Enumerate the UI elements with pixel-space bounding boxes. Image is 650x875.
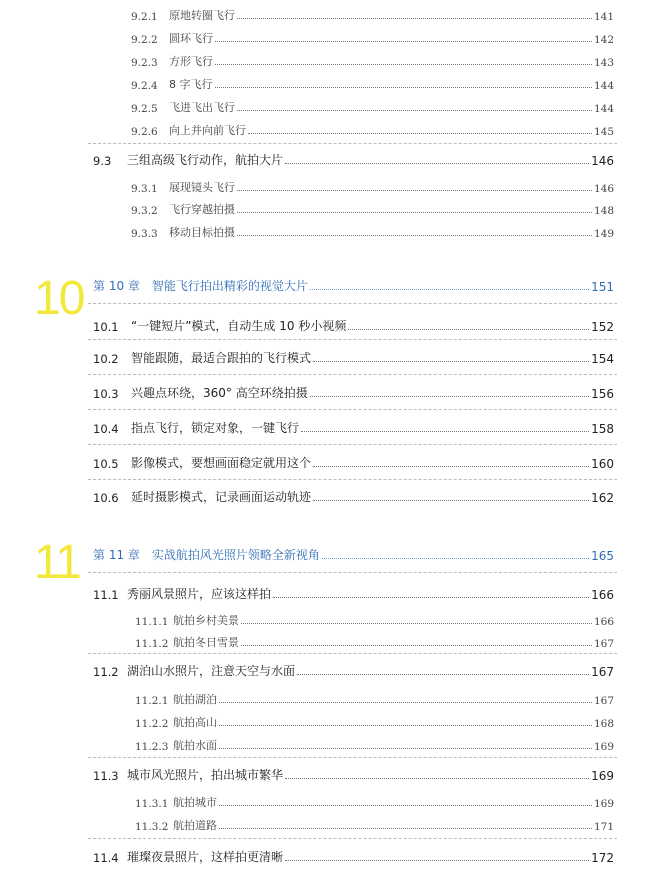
toc-entry-9-3-2 (0, 197, 650, 217)
toc-entry-11-2-1 (0, 687, 650, 707)
entry-title: 航拍冬日雪景 (173, 636, 239, 649)
entry-number: 10.6 (93, 491, 119, 505)
entry-page: 144 (593, 80, 614, 92)
entry-number: 9.2.1 (131, 11, 158, 23)
section-divider (88, 374, 617, 375)
dot-leader (237, 109, 592, 111)
entry-page: 167 (593, 695, 614, 707)
dot-leader (301, 430, 589, 432)
entry-title: 航拍乡村美景 (173, 614, 239, 627)
section-divider (88, 572, 617, 573)
entry-number: 11.1.2 (135, 638, 169, 650)
section-divider (88, 339, 617, 340)
toc-section-10-1 (0, 314, 650, 334)
entry-page: 167 (593, 638, 614, 650)
entry-number: 11.1 (93, 588, 119, 602)
entry-title: 方形飞行 (169, 55, 213, 68)
toc-entry-9-2-4 (0, 72, 650, 92)
entry-title: 智能跟随，最适合跟拍的飞行模式 (131, 351, 312, 365)
dot-leader (237, 189, 592, 191)
entry-page: 156 (591, 387, 614, 401)
toc-section-10-3 (0, 381, 650, 401)
entry-page: 166 (593, 616, 614, 628)
chapter-title: 智能飞行拍出精彩的视觉大片 (151, 279, 308, 293)
dot-leader (219, 747, 592, 749)
toc-entry-9-3-3 (0, 220, 650, 240)
entry-title: 指点飞行，锁定对象，一键飞行 (131, 421, 300, 435)
entry-number: 11.4 (93, 851, 119, 865)
dot-leader (215, 86, 592, 88)
dot-leader (322, 557, 589, 559)
dot-leader (285, 162, 589, 164)
entry-page: 168 (593, 718, 614, 730)
toc-chapter-10 (0, 274, 650, 294)
entry-number: 9.3.1 (131, 183, 158, 195)
dot-leader (237, 17, 592, 19)
entry-page: 154 (591, 352, 614, 366)
entry-title: 8 字飞行 (169, 78, 213, 91)
entry-title: 湖泊山水照片，注意天空与水面 (127, 664, 296, 678)
dot-leader (313, 360, 589, 362)
toc-entry-11-2-3 (0, 733, 650, 753)
entry-title: 城市风光照片，拍出城市繁华 (127, 768, 284, 782)
entry-title: 向上并向前飞行 (169, 124, 246, 137)
entry-page: 148 (593, 205, 614, 217)
entry-page: 167 (591, 665, 614, 679)
toc-section-11-3 (0, 763, 650, 783)
entry-page: 149 (593, 228, 614, 240)
entry-number: 11.3 (93, 769, 119, 783)
dot-leader (285, 777, 589, 779)
dot-leader (313, 499, 589, 501)
entry-title: 航拍湖泊 (173, 693, 217, 706)
entry-number: 9.3 (93, 154, 112, 168)
toc-entry-11-2-2 (0, 710, 650, 730)
dot-leader (241, 644, 592, 646)
entry-number: 10.4 (93, 422, 119, 436)
entry-page: 146 (591, 154, 614, 168)
dot-leader (219, 724, 592, 726)
entry-number: 11.2.2 (135, 718, 169, 730)
entry-number: 11.1.1 (135, 616, 169, 628)
entry-number: 11.3.1 (135, 798, 169, 810)
chapter-number-10: 10 (34, 272, 84, 325)
section-divider (88, 653, 617, 654)
entry-number: 9.2.6 (131, 126, 158, 138)
toc-entry-11-3-2 (0, 813, 650, 833)
toc-entry-9-2-5 (0, 95, 650, 115)
section-divider (88, 303, 617, 304)
toc-section-9-3 (0, 148, 650, 168)
toc-entry-9-3-1 (0, 175, 650, 195)
section-divider (88, 479, 617, 480)
entry-page: 146 (593, 183, 614, 195)
entry-title: 移动目标拍摄 (169, 226, 235, 239)
entry-page: 145 (593, 126, 614, 138)
entry-page: 160 (591, 457, 614, 471)
entry-number: 11.2.3 (135, 741, 169, 753)
dot-leader (248, 132, 592, 134)
dot-leader (237, 211, 592, 213)
entry-page: 169 (591, 769, 614, 783)
entry-title: 飞进飞出飞行 (169, 101, 235, 114)
entry-page: 142 (593, 34, 614, 46)
entry-number: 9.2.4 (131, 80, 158, 92)
toc-section-10-4 (0, 416, 650, 436)
entry-title: 展现镜头飞行 (169, 181, 235, 194)
section-divider (88, 444, 617, 445)
dot-leader (237, 234, 592, 236)
toc-section-10-5 (0, 451, 650, 471)
entry-title: 璀璨夜景照片，这样拍更清晰 (127, 850, 284, 864)
dot-leader (285, 859, 589, 861)
entry-title: “一键短片”模式，自动生成 10 秒小视频 (131, 319, 347, 333)
entry-page: 144 (593, 103, 614, 115)
toc-entry-11-1-1 (0, 608, 650, 628)
toc-section-10-2 (0, 346, 650, 366)
entry-page: 152 (591, 320, 614, 334)
toc-section-10-6 (0, 485, 650, 505)
toc-section-11-1 (0, 582, 650, 602)
dot-leader (310, 288, 589, 290)
entry-number: 9.3.2 (131, 205, 158, 217)
entry-page: 143 (593, 57, 614, 69)
entry-title: 原地转圈飞行 (169, 9, 235, 22)
chapter-page: 151 (591, 280, 614, 294)
entry-number: 10.5 (93, 457, 119, 471)
entry-page: 172 (591, 851, 614, 865)
section-divider (88, 757, 617, 758)
dot-leader (215, 40, 592, 42)
entry-number: 9.2.5 (131, 103, 158, 115)
entry-number: 9.3.3 (131, 228, 158, 240)
toc-chapter-11 (0, 543, 650, 563)
section-divider (88, 143, 617, 144)
entry-page: 162 (591, 491, 614, 505)
dot-leader (313, 465, 589, 467)
section-divider (88, 838, 617, 839)
entry-number: 10.1 (93, 320, 119, 334)
chapter-title: 实战航拍风光照片领略全新视角 (151, 548, 320, 562)
toc-section-11-4 (0, 845, 650, 865)
dot-leader (310, 395, 589, 397)
entry-title: 航拍城市 (173, 796, 217, 809)
dot-leader (219, 827, 592, 829)
chapter-label: 第 10 章 (93, 279, 140, 293)
dot-leader (348, 328, 589, 330)
entry-number: 10.2 (93, 352, 119, 366)
entry-number: 9.2.3 (131, 57, 158, 69)
entry-title: 兴趣点环绕，360° 高空环绕拍摄 (131, 386, 308, 400)
toc-entry-9-2-1 (0, 3, 650, 23)
chapter-page: 165 (591, 549, 614, 563)
entry-title: 航拍高山 (173, 716, 217, 729)
entry-title: 影像模式，要想画面稳定就用这个 (131, 456, 312, 470)
entry-number: 11.2.1 (135, 695, 169, 707)
section-divider (88, 409, 617, 410)
toc-section-11-2 (0, 659, 650, 679)
entry-page: 169 (593, 798, 614, 810)
entry-number: 11.2 (93, 665, 119, 679)
entry-number: 9.2.2 (131, 34, 158, 46)
entry-page: 158 (591, 422, 614, 436)
dot-leader (219, 701, 592, 703)
dot-leader (241, 622, 592, 624)
dot-leader (219, 804, 592, 806)
entry-page: 171 (593, 821, 614, 833)
toc-entry-11-3-1 (0, 790, 650, 810)
entry-title: 三组高级飞行动作，航拍大片 (127, 153, 284, 167)
entry-title: 飞行穿越拍摄 (169, 203, 235, 216)
entry-page: 166 (591, 588, 614, 602)
entry-page: 141 (593, 11, 614, 23)
entry-title: 航拍道路 (173, 819, 217, 832)
dot-leader (215, 63, 592, 65)
chapter-label: 第 11 章 (93, 548, 140, 562)
toc-entry-9-2-6 (0, 118, 650, 138)
toc-entry-9-2-2 (0, 26, 650, 46)
entry-title: 延时摄影模式，记录画面运动轨迹 (131, 490, 312, 504)
chapter-number-11: 11 (34, 536, 80, 589)
entry-title: 秀丽风景照片，应该这样拍 (127, 587, 272, 601)
entry-page: 169 (593, 741, 614, 753)
dot-leader (297, 673, 589, 675)
toc-entry-9-2-3 (0, 49, 650, 69)
entry-number: 10.3 (93, 387, 119, 401)
dot-leader (273, 596, 589, 598)
entry-title: 航拍水面 (173, 739, 217, 752)
entry-number: 11.3.2 (135, 821, 169, 833)
entry-title: 圆环飞行 (169, 32, 213, 45)
toc-entry-11-1-2 (0, 630, 650, 650)
